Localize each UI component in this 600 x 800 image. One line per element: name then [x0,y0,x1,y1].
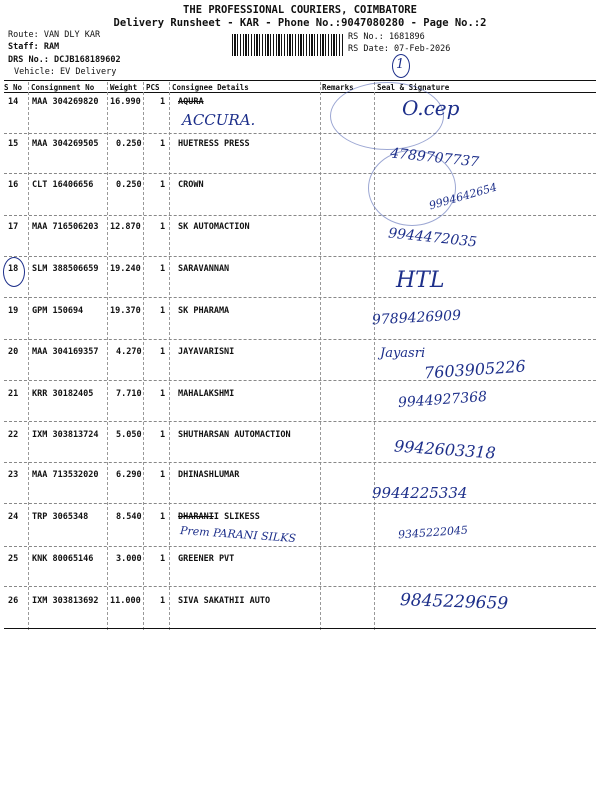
drs-label: DRS No.: DCJB168189602 [8,55,121,65]
handwritten-phone: 9345222045 [397,523,469,542]
row-sno: 14 [8,97,19,107]
row-pcs: 1 [160,470,166,480]
row-pcs: 1 [160,222,166,232]
col-divider [169,82,170,630]
row-consignment: MAA 304269505 [32,139,99,149]
row-consignment: GPM 150694 [32,306,84,316]
row-consignee: AQURA [178,97,204,107]
handwritten-name: Jayasri [380,346,426,361]
row-sno: 22 [8,430,19,440]
row-sno: 17 [8,222,19,232]
row-divider [4,546,596,547]
row-consignment: SLM 388506659 [32,264,99,274]
row-weight: 6.290 [116,470,142,480]
row-divider [4,380,596,381]
row-pcs: 1 [160,596,166,606]
row-pcs: 1 [160,306,166,316]
row-consignment: CLT 16406656 [32,180,94,190]
rs-date: RS Date: 07-Feb-2026 [348,44,451,54]
row-sno: 20 [8,347,19,357]
row-consignment: KNK 80065146 [32,554,94,564]
row-divider [4,173,596,174]
row-sno: 21 [8,389,19,399]
row-pcs: 1 [160,389,166,399]
row-consignee: SIVA SAKATHII AUTO [178,596,271,606]
row-divider [4,339,596,340]
col-divider [107,82,108,630]
handwritten-consignee-note: Prem PARANI SILKS [179,523,297,546]
handwritten-phone: 9789426909 [371,307,462,329]
row-pcs: 1 [160,97,166,107]
handwritten-phone: 9942603318 [393,436,497,463]
route-label: Route: VAN DLY KAR [8,30,101,40]
col-pcs: PCS [146,83,160,92]
col-divider [28,82,29,630]
row-pcs: 1 [160,554,166,564]
row-consignment: MAA 713532020 [32,470,99,480]
row-consignee [178,512,260,522]
row-weight: 0.250 [116,180,142,190]
handwritten-phone: 4789707737 [389,145,480,171]
row-pcs: 1 [160,180,166,190]
col-divider [320,82,321,630]
row-consignee: SHUTHARSAN AUTOMACTION [178,430,291,440]
row-weight: 0.250 [116,139,142,149]
row-sno: 18 [8,264,19,274]
handwritten-phone: 9944927368 [397,388,488,412]
barcode [232,34,344,56]
row-divider [4,297,596,298]
row-consignment: MAA 304269820 [32,97,99,107]
row-consignee: JAYAVARISNI [178,347,235,357]
col-remarks: Remarks [322,83,354,92]
row-sno: 23 [8,470,19,480]
row-consignee: CROWN [178,180,204,190]
col-signature: Seal & Signature [377,83,450,92]
staff-label: Staff: RAM [8,42,60,52]
page-mark: 1 [396,57,405,72]
row-consignment: IXM 303813692 [32,596,99,606]
row-weight: 16.990 [110,97,141,107]
handwritten-phone: 9944472035 [387,225,478,251]
col-consignee: Consignee Details [172,83,249,92]
row-weight: 7.710 [116,389,142,399]
handwritten-signature: HTL [396,268,445,293]
handwritten-signature: O.cep [402,96,460,120]
row-pcs: 1 [160,347,166,357]
row-consignee: HUETRESS PRESS [178,139,250,149]
row-sno: 26 [8,596,19,606]
row-pcs: 1 [160,430,166,440]
consignee-rest: I SLIKESS [213,512,260,522]
runsheet-subtitle: Delivery Runsheet - KAR - Phone No.:9047080280 - Page No.:2 [113,17,487,29]
row-consignee: DHINASHLUMAR [178,470,240,480]
row-consignee: MAHALAKSHMI [178,389,235,399]
row-weight: 3.000 [116,554,142,564]
row-divider [4,503,596,504]
row-sno: 25 [8,554,19,564]
table-top-rule [4,80,596,81]
vehicle-label: Vehicle: EV Delivery [14,67,117,77]
col-weight: Weight [110,83,138,92]
row-weight: 19.370 [110,306,141,316]
row-weight: 12.870 [110,222,141,232]
row-sno: 19 [8,306,19,316]
header-bottom-rule [4,92,596,93]
row-consignee: SK AUTOMACTION [178,222,250,232]
table-bottom-rule [4,628,596,629]
handwritten-phone: 9944225334 [372,484,468,502]
row-divider [4,215,596,216]
row-sno: 16 [8,180,19,190]
col-consignment: Consignment No [31,83,95,92]
col-divider [374,82,375,630]
row-sno: 24 [8,512,19,522]
row-consignee: GREENER PVT [178,554,235,564]
consignee-struck-part: DHARANI [178,512,214,522]
row-weight: 8.540 [116,512,142,522]
row-weight: 19.240 [110,264,141,274]
row-sno: 15 [8,139,19,149]
row-consignee: SARAVANNAN [178,264,230,274]
row-pcs: 1 [160,139,166,149]
row-consignment: KRR 30182405 [32,389,94,399]
row-pcs: 1 [160,512,166,522]
col-sno: S No [4,83,23,92]
row-weight: 5.050 [116,430,142,440]
row-consignment: MAA 304169357 [32,347,99,357]
row-divider [4,133,596,134]
row-consignment: MAA 716506203 [32,222,99,232]
row-weight: 4.270 [116,347,142,357]
row-consignment: IXM 303813724 [32,430,99,440]
handwritten-phone: 9994642654 [427,180,499,213]
row-consignment: TRP 3065348 [32,512,89,522]
row-weight: 11.000 [110,596,141,606]
handwritten-consignee-note: ACCURA. [182,111,256,129]
row-divider [4,586,596,587]
row-consignee: SK PHARAMA [178,306,230,316]
company-title: THE PROFESSIONAL COURIERS, COIMBATORE [183,4,417,16]
handwritten-phone: 9845229659 [399,590,509,614]
col-divider [143,82,144,630]
row-divider [4,462,596,463]
row-divider [4,421,596,422]
row-pcs: 1 [160,264,166,274]
row-divider [4,256,596,257]
rs-number: RS No.: 1681896 [348,32,425,42]
handwritten-phone: 7603905226 [423,356,527,383]
